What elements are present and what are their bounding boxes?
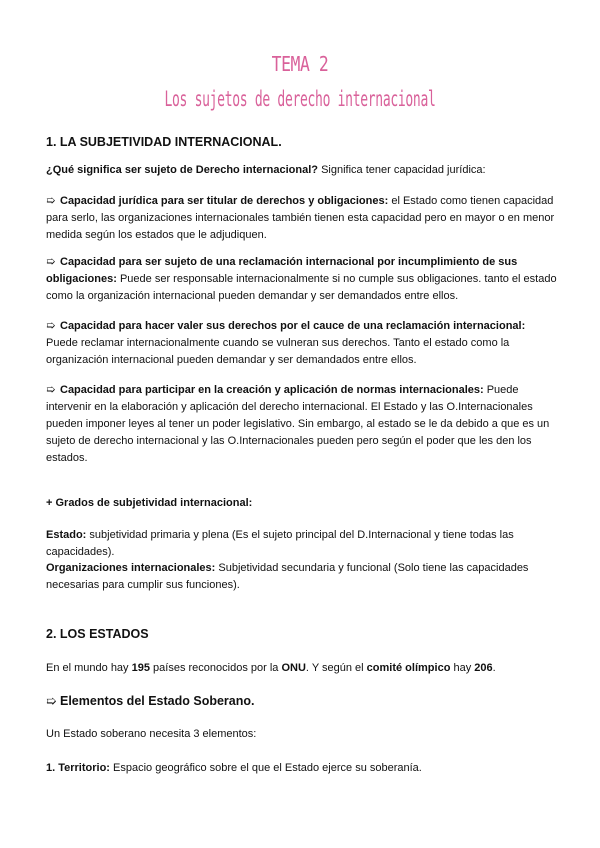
- capacity-title: Capacidad para ser sujeto de una reclamación internacional por incumplimiento de sus obligaciones:: [46, 256, 518, 285]
- countries-text: En el mundo hay: [46, 662, 132, 674]
- countries-text: hay: [450, 662, 475, 674]
- grade-item-estado: [46, 527, 558, 561]
- arrow-icon: ➯: [46, 195, 56, 207]
- intro-answer: Significa tener capacidad jurídica:: [318, 164, 486, 176]
- olympic-committee-label: comité olímpico: [366, 662, 451, 674]
- grades-heading: + Grados de subjetividad internacional:: [46, 497, 253, 509]
- capacity-item-4: [46, 382, 558, 467]
- onu-label: ONU: [281, 662, 306, 674]
- grade-text: subjetividad primaria y plena (Es el sujeto principal del D.Internacional y tiene todas las capacidades).: [46, 529, 514, 558]
- grade-item-organizaciones: [46, 560, 558, 594]
- countries-count-onu: 195: [131, 662, 150, 674]
- arrow-icon: ➯: [46, 256, 56, 268]
- intro-paragraph: [46, 162, 558, 179]
- capacity-text: Puede ser responsable internacionalmente si no cumple sus obligaciones. tanto el estado como la organización internacional pueden demandar y ser demandados entre ellos.: [46, 273, 557, 302]
- arrow-icon: ➯: [46, 320, 56, 332]
- element-text: Espacio geográfico sobre el que el Estado ejerce su soberanía.: [109, 762, 422, 774]
- capacity-text: Puede intervenir en la elaboración y aplicación del derecho internacional. El Estado y las O.Internacionales pueden imponer leyes al tener un poder legislativo. Sin embargo, al estado se le da debido a que es un sujeto de derecho internacional y las O.Internacionales pueden pero según el poder que les den los estados.: [46, 384, 550, 464]
- page-subtitle: Los sujetos de derecho internacional: [164, 87, 436, 111]
- grade-label: Organizaciones internacionales:: [46, 562, 216, 574]
- capacity-text: el Estado como tienen capacidad para serlo, las organizaciones internacionales también tienen esta capacidad pero en mayor o en menor medida según los estados que le adjudiquen.: [46, 195, 555, 241]
- element-label: 1. Territorio:: [46, 762, 110, 774]
- elements-intro: Un Estado soberano necesita 3 elementos:: [46, 728, 257, 740]
- capacity-title: Capacidad jurídica para ser titular de derechos y obligaciones:: [60, 195, 389, 207]
- grade-text: Subjetividad secundaria y funcional (Solo tiene las capacidades necesarias para cumplir sus funciones).: [46, 562, 529, 591]
- capacity-title: Capacidad para hacer valer sus derechos por el cauce de una reclamación internacional:: [60, 320, 526, 332]
- arrow-icon: ➯: [46, 694, 57, 708]
- page-title: TEMA 2: [271, 52, 329, 76]
- grade-label: Estado:: [46, 529, 87, 541]
- capacity-item-3: [46, 318, 558, 369]
- countries-text: países reconocidos por la: [149, 662, 282, 674]
- section1-heading: 1. LA SUBJETIVIDAD INTERNACIONAL.: [46, 135, 282, 149]
- countries-text: . Y según el: [305, 662, 367, 674]
- capacity-item-2: [46, 254, 558, 305]
- capacity-title: Capacidad para participar en la creación y aplicación de normas internacionales:: [60, 384, 484, 396]
- elements-subheading: [46, 693, 558, 708]
- arrow-icon: ➯: [46, 384, 56, 396]
- element-territorio: [46, 760, 558, 777]
- countries-text: .: [492, 662, 496, 674]
- section2-heading: 2. LOS ESTADOS: [46, 627, 149, 641]
- capacity-item-1: [46, 193, 558, 244]
- countries-paragraph: [46, 660, 558, 677]
- countries-count-olympic: 206: [474, 662, 493, 674]
- intro-question: ¿Qué significa ser sujeto de Derecho internacional?: [46, 164, 319, 176]
- capacity-text: Puede reclamar internacionalmente cuando se vulneran sus derechos. Tanto el estado como la organización internacional pueden demandar y ser demandados entre ellos.: [46, 337, 510, 366]
- elements-heading-text: Elementos del Estado Soberano.: [60, 694, 255, 708]
